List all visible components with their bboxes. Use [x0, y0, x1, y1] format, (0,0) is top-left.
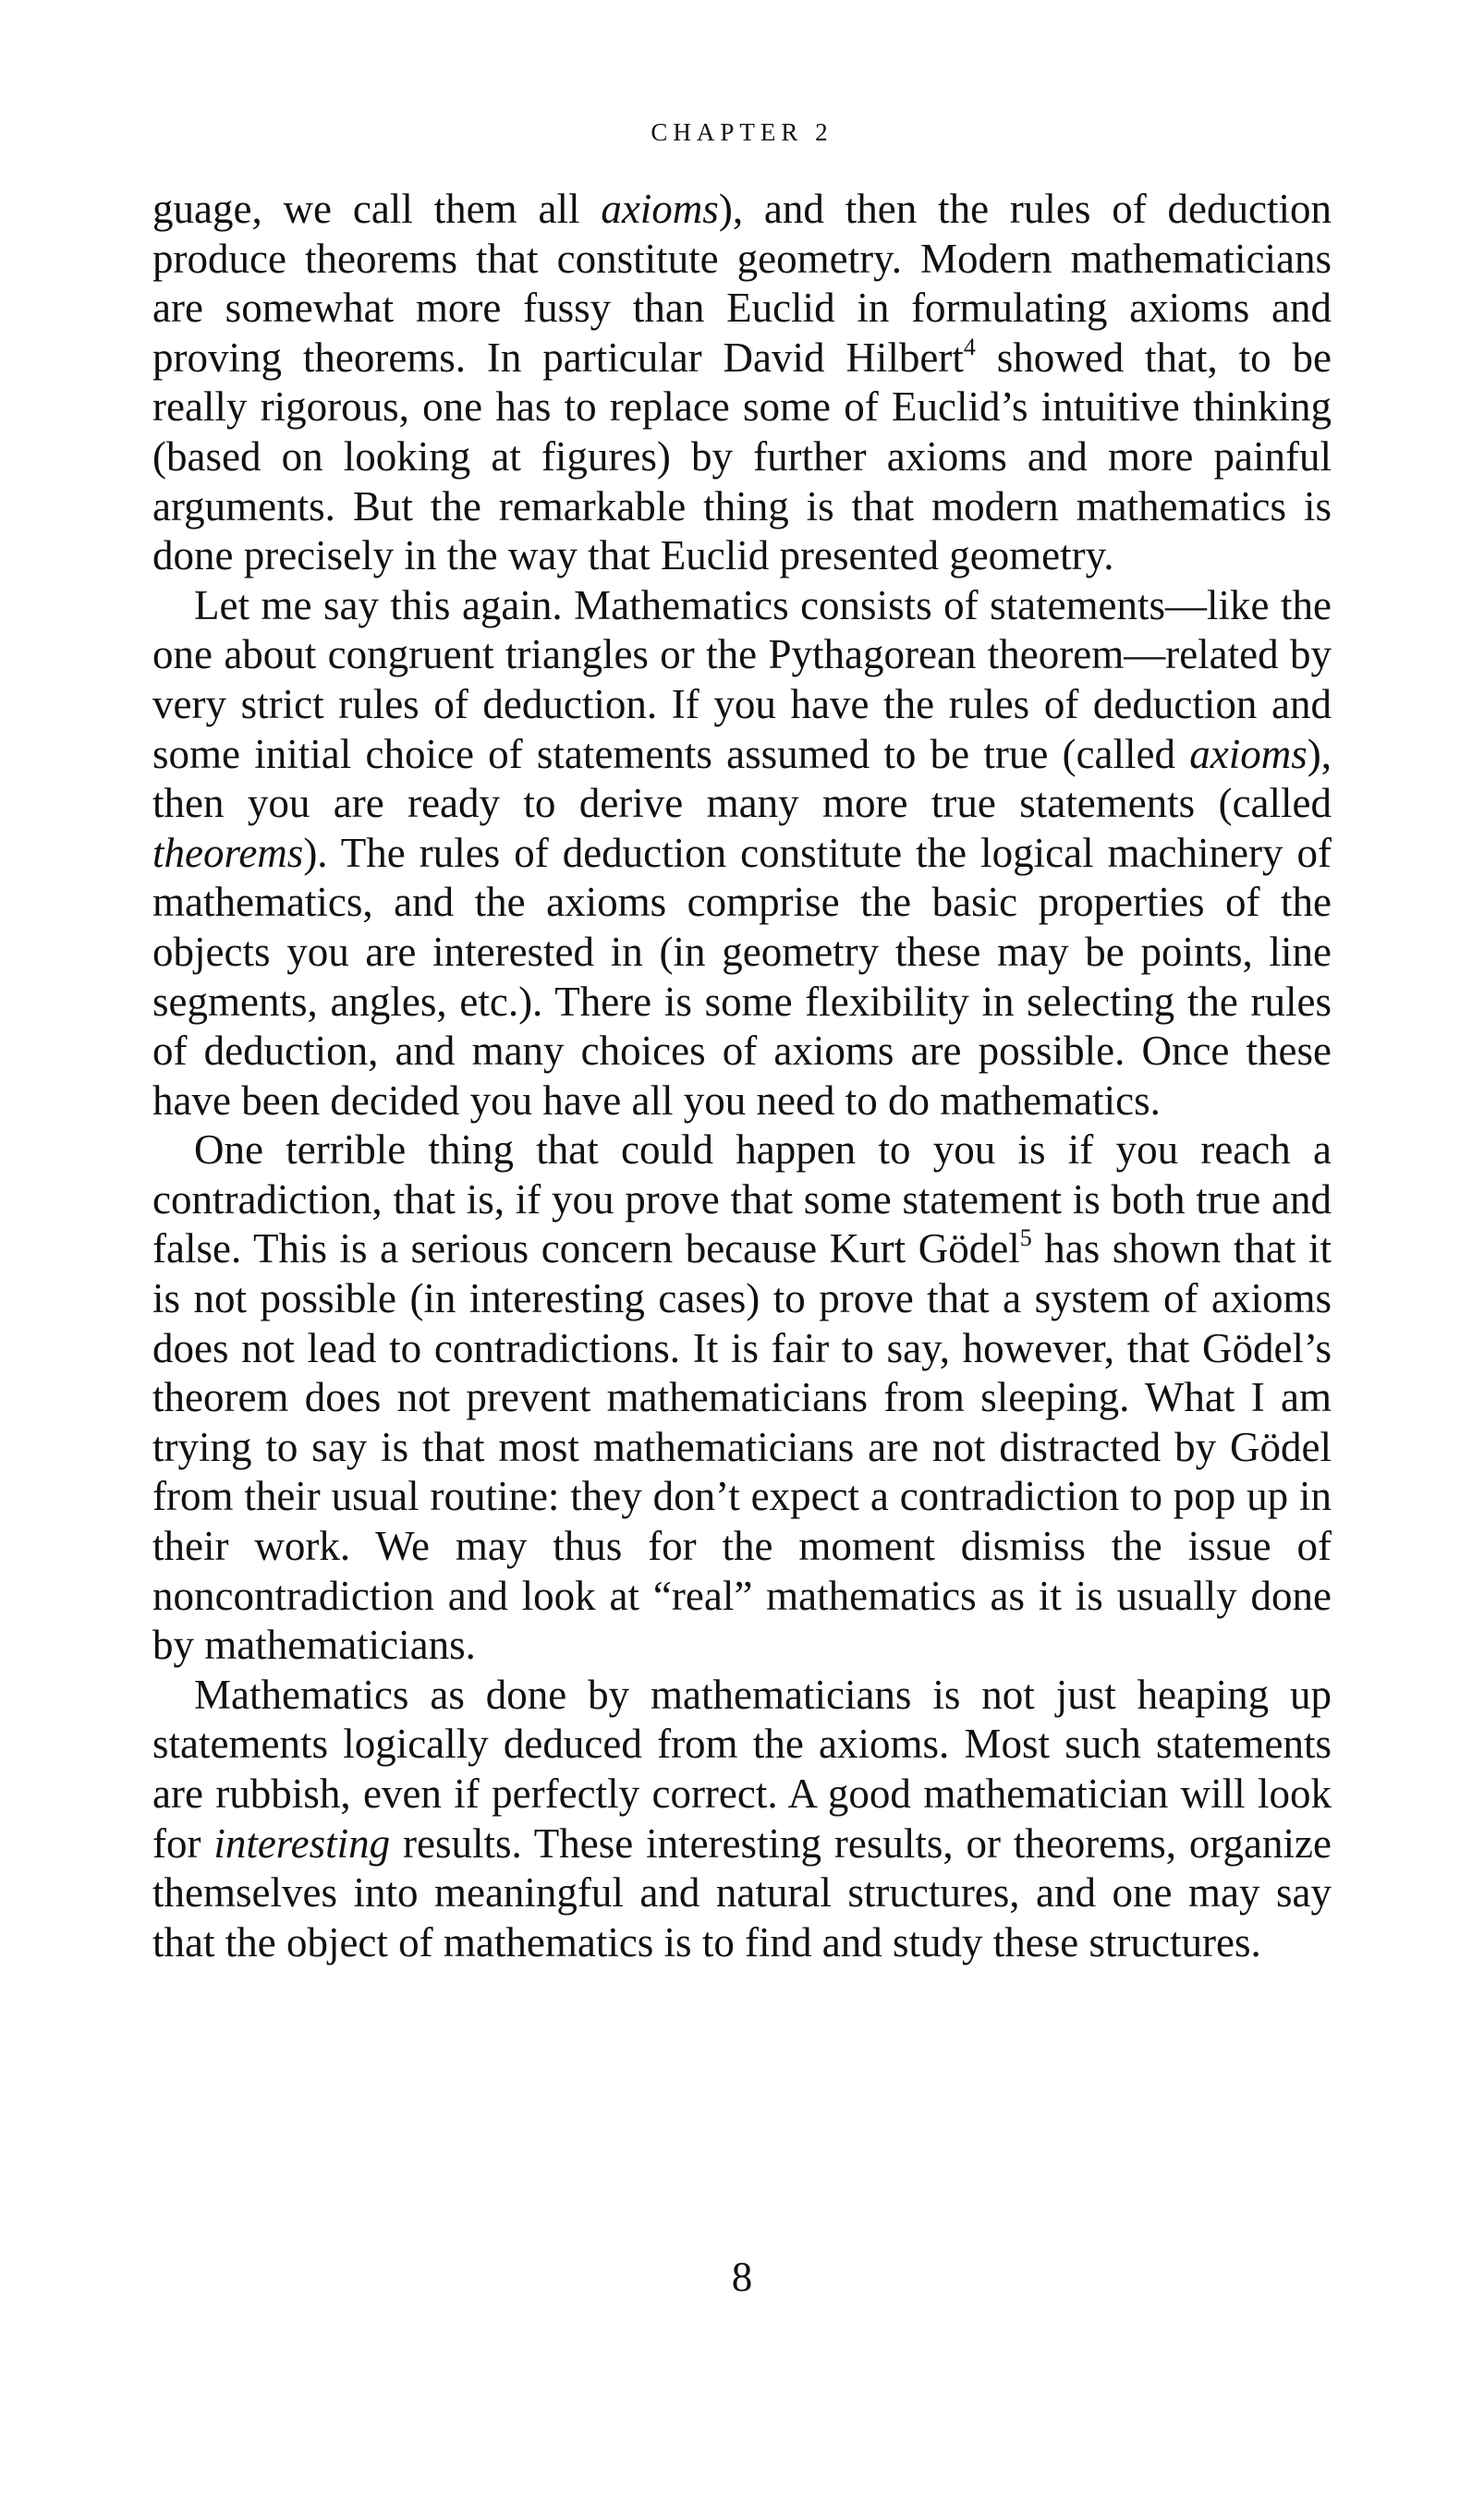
p4-text-1: Mathematics as done by mathematicians is not just heaping up statements logically deduced from the axioms. Most such statements are rubbish, even if perfectly correct. A good mathematician will look for — [152, 1671, 1332, 1867]
p1-emphasis-axioms: axioms — [601, 186, 719, 232]
p2-text-3: ). The rules of deduction constitute the logical machinery of mathematics, and the axioms comprise the basic properties of the objects you are interested in (in geometry these may be points, line segments, angles, etc.). There is some flexibility in selecting the rules of deduction, and many choices of axioms are possible. Once these have been decided you have all you need to do mathematics. — [152, 829, 1332, 1124]
p2-emphasis-theorems: theorems — [152, 829, 304, 876]
body-text — [152, 185, 1332, 1967]
paragraph-3 — [152, 1126, 1332, 1671]
footnote-ref-4[interactable]: 4 — [963, 333, 976, 360]
p3-text-1: One terrible thing that could happen to you is if you reach a contradiction, that is, if you prove that some statement is both true and false. This is a serious concern because Kurt Gödel — [152, 1126, 1332, 1272]
p2-text-1: Let me say this again. Mathematics consists of statements—like the one about congruent triangles or the Pythagorean theorem—related by very strict rules of deduction. If you have the rules of deduction and some initial choice of statements assumed to be true (called — [152, 581, 1332, 777]
p4-text-2: results. These interesting results, or theorems, organize themselves into meaningful and natural structures, and one may say that the object of mathematics is to find and study these structures. — [152, 1820, 1332, 1966]
paragraph-2 — [152, 581, 1332, 1126]
p4-emphasis-interesting: interesting — [213, 1820, 391, 1867]
p2-emphasis-axioms: axioms — [1189, 730, 1308, 777]
p2-text-2: ), then you are ready to derive many more true statements (called — [152, 730, 1332, 827]
p3-text-2: has shown that it is not possible (in interesting cases) to prove that a system of axioms does not lead to contradictions. It is fair to say, however, that Gödel’s theorem does not prevent mathematicians from sleeping. What I am trying to say is that most mathematicians are not distracted by Gödel from their usual routine: they don’t expect a contradiction to pop up in their work. We may thus for the moment dismiss the issue of noncontradiction and look at “real” mathematics as it is usually done by mathematicians. — [152, 1225, 1332, 1669]
paragraph-1 — [152, 185, 1332, 581]
p1-text-1: guage, we call them all — [152, 186, 602, 232]
page-number: 8 — [731, 2254, 753, 2300]
running-head: CHAPTER 2 — [651, 118, 833, 146]
paragraph-4 — [152, 1671, 1332, 1968]
p1-text-2: ), and then the rules of deduction produce theorems that constitute geometry. Modern mathematicians are somewhat more fussy than Euclid in formulating axioms and proving theorems. In particular David Hilbert — [152, 186, 1332, 381]
p1-text-3: showed that, to be really rigorous, one has to replace some of Euclid’s intuitive thinking (based on looking at figures) by further axioms and more painful arguments. But the remarkable thing is that modern mathematics is done precisely in the way that Euclid presented geometry. — [152, 334, 1332, 579]
footnote-ref-5[interactable]: 5 — [1019, 1224, 1032, 1252]
